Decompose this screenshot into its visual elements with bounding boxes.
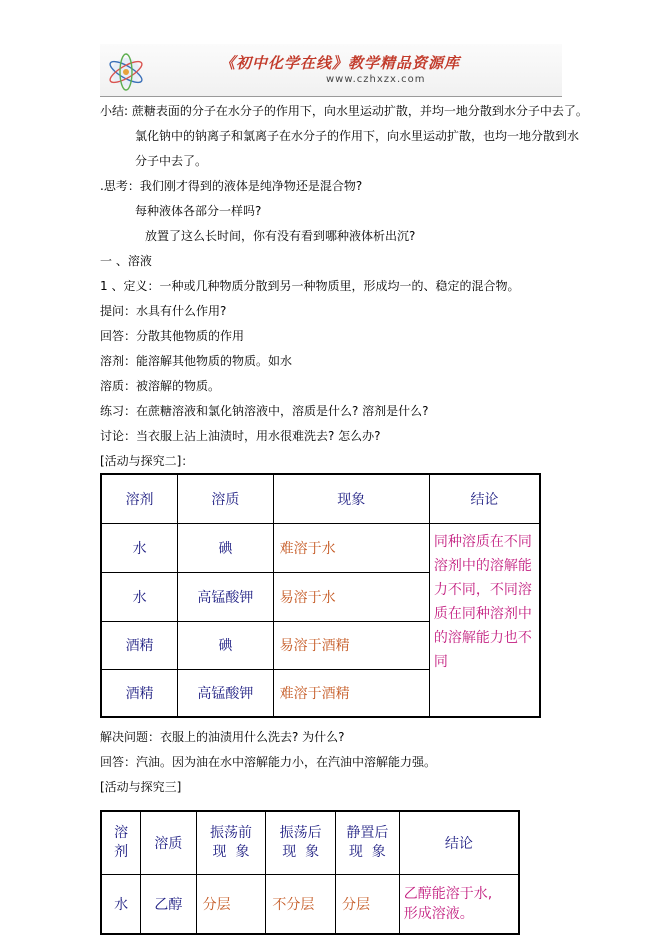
header-phenomenon: 现象	[273, 474, 429, 523]
atom-logo-icon	[104, 48, 148, 92]
problem-answer: 回答：汽油。因为油在水中溶解能力小，在汽油中溶解能力强。	[100, 755, 437, 769]
cell-solute: 高锰酸钾	[178, 572, 274, 621]
header-before-shake: 振荡前 现 象	[196, 811, 266, 874]
cell-solvent: 水	[101, 874, 141, 934]
banner-url: www.czhxzx.com	[326, 74, 426, 85]
cell-before-shake: 分层	[196, 874, 266, 934]
cell-conclusion: 同种溶质在不同溶剂中的溶解能力不同，不同溶质在同种溶剂中的溶解能力也不同	[429, 523, 540, 717]
cell-solvent: 水	[101, 572, 178, 621]
activity-3-label: [活动与探究三]	[100, 780, 182, 794]
header-solvent: 溶 剂	[101, 811, 141, 874]
cell-solvent: 酒精	[101, 621, 178, 669]
cell-after-shake: 不分层	[266, 874, 336, 934]
cell-solute: 碘	[178, 523, 274, 572]
header-banner	[100, 44, 562, 97]
exercise-line: 练习：在蔗糖溶液和氯化钠溶液中，溶质是什么? 溶剂是什么?	[100, 404, 429, 418]
cell-conclusion: 乙醇能溶于水, 形成溶液。	[399, 874, 519, 934]
summary-line-2: 氯化钠中的钠离子和氯离子在水分子的作用下，向水里运动扩散，也均一地分散到水	[135, 129, 580, 143]
activity-2-table	[100, 473, 541, 718]
definition-line: 1 、定义：一种或几种物质分散到另一种物质里，形成均一的、稳定的混合物。	[100, 279, 520, 293]
problem-line: 解决问题：衣服上的油渍用什么洗去? 为什么?	[100, 730, 345, 744]
header-solute: 溶质	[141, 811, 196, 874]
table-row	[101, 874, 519, 934]
cell-phenomenon: 易溶于酒精	[273, 621, 429, 669]
cell-phenomenon: 难溶于酒精	[273, 669, 429, 717]
think-question-3: 放置了这么长时间，你有没有看到哪种液体析出沉?	[145, 229, 416, 243]
cell-solute: 碘	[178, 621, 274, 669]
cell-solute: 高锰酸钾	[178, 669, 274, 717]
discussion-line: 讨论：当衣服上沾上油渍时，用水很难洗去? 怎么办?	[100, 429, 381, 443]
answer-line: 回答：分散其他物质的作用	[100, 329, 245, 343]
table-row	[101, 474, 540, 523]
think-question-1: .思考：我们刚才得到的液体是纯净物还是混合物?	[100, 179, 363, 193]
summary-line-1: 小结: 蔗糖表面的分子在水分子的作用下，向水里运动扩散，并均一地分散到水分子中去了。	[100, 104, 588, 118]
header-after-settle: 静置后 现 象	[335, 811, 399, 874]
header-after-shake: 振荡后 现 象	[266, 811, 336, 874]
header-conclusion: 结论	[429, 474, 540, 523]
question-line: 提问：水具有什么作用?	[100, 304, 227, 318]
header-solute: 溶质	[178, 474, 274, 523]
cell-solute: 乙醇	[141, 874, 196, 934]
header-conclusion: 结论	[399, 811, 519, 874]
table-row	[101, 523, 540, 572]
table-row	[101, 811, 519, 874]
section-heading: 一 、溶液	[100, 254, 152, 268]
cell-phenomenon: 难溶于水	[273, 523, 429, 572]
think-question-2: 每种液体各部分一样吗?	[135, 204, 262, 218]
cell-phenomenon: 易溶于水	[273, 572, 429, 621]
cell-solvent: 水	[101, 523, 178, 572]
cell-after-settle: 分层	[335, 874, 399, 934]
solvent-definition: 溶剂：能溶解其他物质的物质。如水	[100, 354, 293, 368]
summary-line-3: 分子中去了。	[135, 154, 208, 168]
solute-definition: 溶质：被溶解的物质。	[100, 379, 221, 393]
activity-2-label: [活动与探究二]：	[100, 454, 194, 468]
header-solvent: 溶剂	[101, 474, 178, 523]
cell-solvent: 酒精	[101, 669, 178, 717]
activity-3-table	[100, 810, 520, 935]
banner-title: 《初中化学在线》教学精品资源库	[220, 54, 461, 72]
